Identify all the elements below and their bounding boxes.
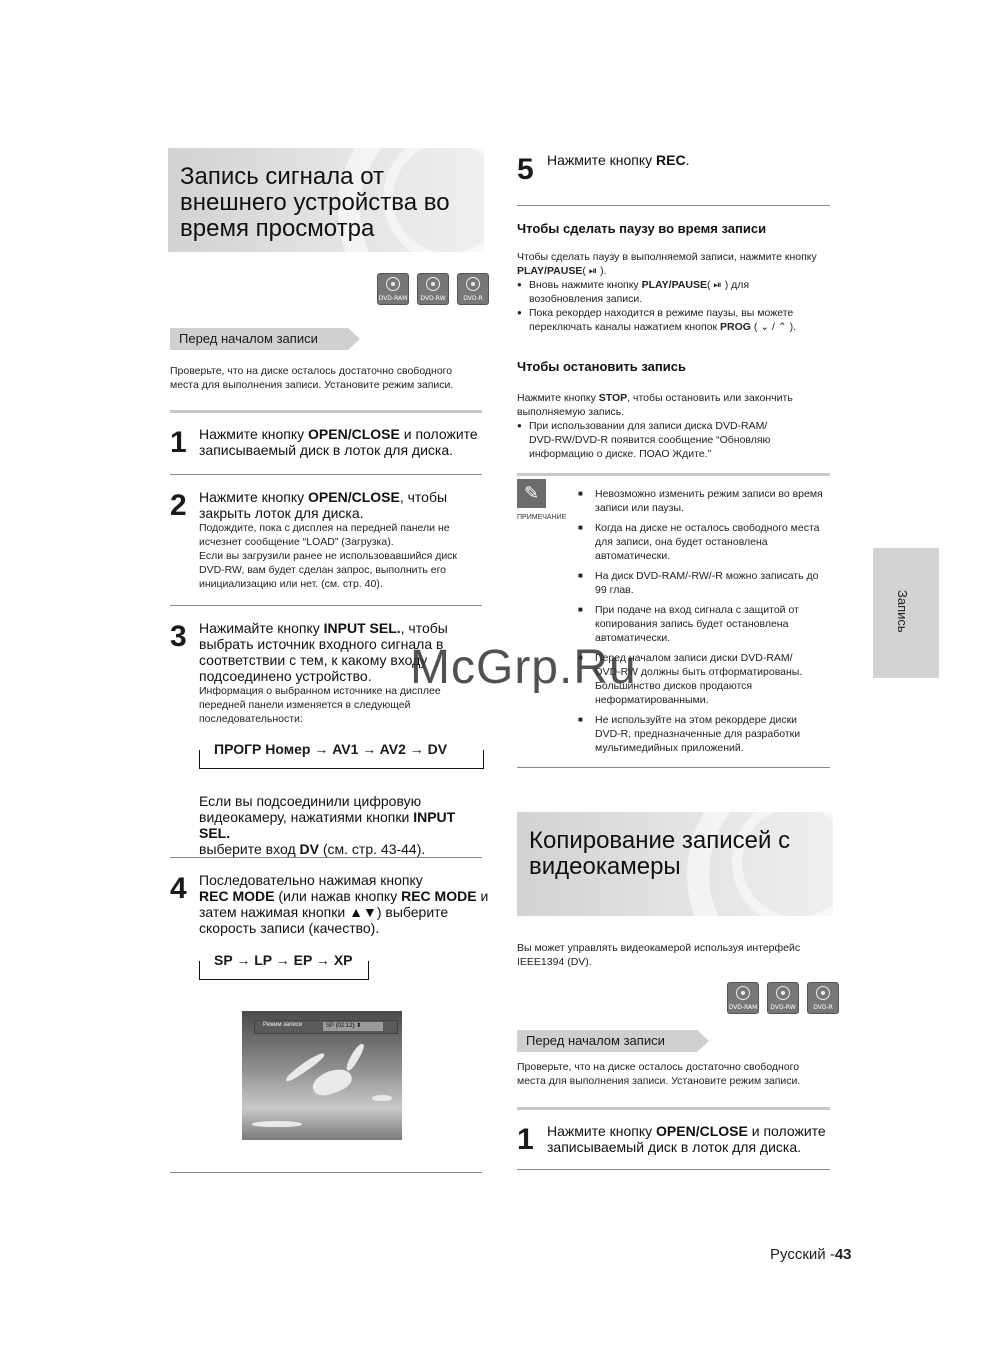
input-sequence-box	[199, 741, 484, 769]
pause-bullets	[517, 278, 832, 334]
section-title-box	[517, 812, 833, 916]
input-sequence: ПРОГР Номер → AV1 → AV2 → DV	[214, 741, 448, 757]
divider	[170, 605, 482, 606]
list-item: ■ Не используйте на этом рекордере диски DVD-R, предназначенные для разработки мультимедийных приложений.	[578, 713, 833, 755]
speed-sequence-box	[199, 952, 369, 980]
divider	[517, 473, 830, 476]
chapter-tab-label: Запись	[895, 590, 910, 633]
step-2-text: Нажмите кнопку OPEN/CLOSE, чтобы закрыть лоток для диска. Подождите, пока с дисплея на передней панели не исчезнет сообщение “LOAD” (Загрузка). Если вы загрузили ранее не использовавшийся диск DVD-RW, вам будет сделан запрос, выполнить его инициализацию или нет. (см. стр. 40).	[199, 489, 484, 591]
list-item: ● При использовании для записи диска DVD-RAM/ DVD-RW/DVD-R появится сообщение “Обновляю информацию о диске. ПОАО Ждите.”	[517, 419, 832, 461]
recording-mode-screen	[242, 1011, 402, 1140]
chapter-tab	[873, 548, 939, 678]
before-recording-text: Проверьте, что на диске осталось достаточно свободного места для выполнения записи. Установите режим записи.	[517, 1061, 801, 1087]
step-2-notes: Подождите, пока с дисплея на передней панели не исчезнет сообщение “LOAD” (Загрузка). Если вы загрузили ранее не использовавшийся диск DVD-RW, вам будет сделан запрос, выполнить его инициализацию или нет. (см. стр. 40).	[199, 522, 458, 590]
note-label: ПРИМЕЧАНИЕ	[517, 514, 567, 521]
step-3-extra: Если вы подсоединили цифровую видеокамеру, нажатиями кнопки INPUT SEL. выберите вход DV (см. стр. 43-44).	[199, 793, 456, 857]
list-item: ■ На диск DVD-RAM/-RW/-R можно записать до 99 глав.	[578, 569, 833, 597]
step-5-number: 5	[517, 153, 534, 186]
divider	[170, 857, 482, 858]
pencil-icon: ✎	[517, 479, 546, 508]
section-title: Запись сигнала от внешнего устройства во время просмотра	[180, 163, 450, 242]
step-4-number: 4	[170, 872, 187, 905]
speed-sequence: SP → LP → EP → XP	[214, 952, 353, 968]
list-item: ■ Когда на диске не осталось свободного места для записи, она будет остановлена автоматически.	[578, 521, 833, 563]
list-item: ● Пока рекордер находится в режиме паузы, вы можете переключать каналы нажатием кнопок PROG ( ⌄ / ⌃ ).	[517, 306, 832, 334]
step-1-number: 1	[517, 1123, 534, 1156]
step-2-number: 2	[170, 489, 187, 522]
list-item: ■ При подаче на вход сигнала с защитой от копирования запись будет остановлена автоматически.	[578, 603, 833, 645]
section-title-2: Копирование записей с видеокамеры	[529, 827, 791, 880]
divider	[170, 474, 482, 475]
dvd-r-icon: DVD-R	[807, 982, 839, 1014]
dvd-rw-icon: DVD-RW	[767, 982, 799, 1014]
step-5-text: Нажмите кнопку REC.	[547, 152, 690, 168]
disc-icons	[727, 982, 839, 1014]
seagull-image	[344, 1042, 366, 1072]
camcorder-intro: Вы может управлять видеокамерой используя интерфейс IEEE1394 (DV).	[517, 942, 801, 968]
pause-heading: Чтобы сделать паузу во время записи	[517, 221, 767, 236]
notes-list	[578, 487, 833, 761]
recording-mode-osd: Режим записи SP (02:12) ⬍	[254, 1020, 398, 1034]
dvd-rw-icon: DVD-RW	[417, 273, 449, 305]
page-footer: Русский -43	[770, 1246, 852, 1263]
divider	[170, 410, 482, 413]
disc-icons	[377, 273, 489, 305]
section-title-box	[168, 148, 484, 252]
stop-bullets	[517, 419, 832, 461]
page-number: 43	[834, 1246, 852, 1263]
list-item: ● Вновь нажмите кнопку PLAY/PAUSE( ⏯ ) для возобновления записи.	[517, 278, 832, 306]
dvd-ram-icon: DVD-RAM	[377, 273, 409, 305]
list-item: ■ Невозможно изменить режим записи во время записи или паузы.	[578, 487, 833, 515]
step-1-number: 1	[170, 426, 187, 459]
pause-text: Чтобы сделать паузу в выполняемой записи, нажмите кнопку PLAY/PAUSE( ⏯ ). ● Вновь нажмите кнопку PLAY/PAUSE( ⏯ ) для возобновления записи. ● Пока рекордер находится в режиме паузы, вы можете переключать каналы нажатием кнопок PROG ( ⌄ / ⌃ ).	[517, 250, 832, 334]
step-3-notes: Информация о выбранном источнике на дисплее передней панели изменяется в следующей последовательности:	[199, 685, 441, 725]
step-3-text: Нажимайте кнопку INPUT SEL., чтобы выбрать источник входного сигнала в соответствии с тем, к какому входу подсоединено устройство. Информация о выбранном источнике на дисплее передней панели изменяется в следующей последовательности:	[199, 620, 484, 726]
stop-text: Нажмите кнопку STOP, чтобы остановить или закончить выполняемую запись. ● При использовании для записи диска DVD-RAM/ DVD-RW/DVD-R появится сообщение “Обновляю информацию о диске. ПОАО Ждите.”	[517, 391, 832, 461]
seagull-image	[372, 1095, 392, 1101]
watermark: McGrp.Ru	[410, 641, 637, 694]
divider	[170, 1172, 482, 1173]
before-recording-label: Перед началом записи	[170, 328, 348, 350]
step-1-text: Нажмите кнопку OPEN/CLOSE и положите записываемый диск в лоток для диска.	[199, 426, 478, 458]
seagull-image	[252, 1121, 302, 1127]
dvd-ram-icon: DVD-RAM	[727, 982, 759, 1014]
divider	[517, 1169, 830, 1170]
before-recording-label: Перед началом записи	[517, 1030, 697, 1052]
dvd-r-icon: DVD-R	[457, 273, 489, 305]
step-1-text: Нажмите кнопку OPEN/CLOSE и положите записываемый диск в лоток для диска.	[547, 1123, 826, 1155]
divider	[517, 767, 830, 768]
list-item: ■ Перед началом записи диски DVD-RAM/ DVD-RW должны быть отформатированы. Большинство дисков продаются неформатированными.	[578, 651, 833, 707]
divider	[517, 205, 830, 206]
before-recording-text: Проверьте, что на диске осталось достаточно свободного места для выполнения записи. Установите режим записи.	[170, 365, 454, 391]
step-4-text: Последовательно нажимая кнопку REC MODE (или нажав кнопку REC MODE и затем нажимая кнопки ▲▼) выберите скорость записи (качество).	[199, 872, 489, 936]
divider	[517, 1107, 830, 1110]
step-3-number: 3	[170, 620, 187, 653]
stop-heading: Чтобы остановить запись	[517, 359, 686, 374]
